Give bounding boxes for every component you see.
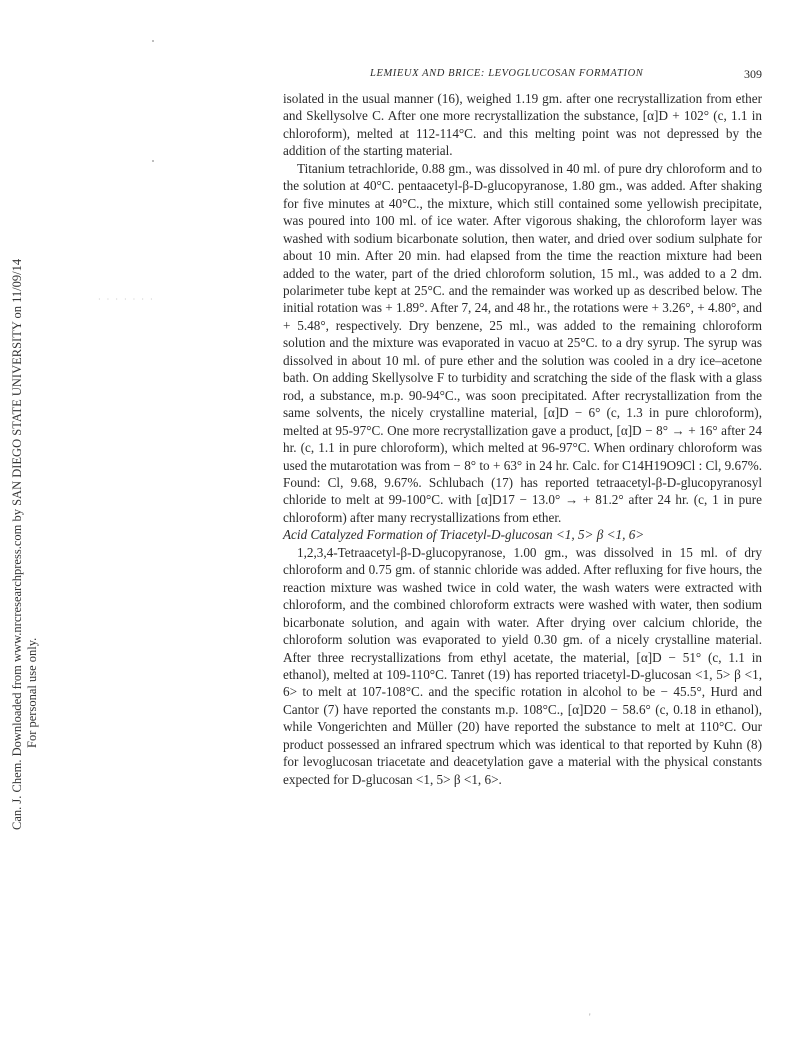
scan-dots: · · · · · · ·: [98, 295, 155, 304]
paragraph-1: isolated in the usual manner (16), weighed 1.19 gm. after one recrystallization from ether and Skellysolve C. After one more recrystallization the substance, [α]D + 102° (c, 1.1 in chloroform), melted at 112-114°C. and this melting point was not depressed by the addition of the starting material.: [283, 91, 762, 159]
page-number: 309: [744, 67, 762, 81]
page-header: [282, 64, 762, 84]
running-head: LEMIEUX AND BRICE: LEVOGLUCOSAN FORMATION: [370, 68, 644, 79]
paragraph-3: 1,2,3,4-Tetraacetyl-β-D-glucopyranose, 1.00 gm., was dissolved in 15 ml. of dry chloroform and 0.75 gm. of stannic chloride was added. After refluxing for five hours, the reaction mixture was washed twice in cold water, the wash waters were extracted with chloroform, and the combined chloroform extracts were washed with water, then sodium bicarbonate solution, and again with water. After drying over calcium chloride, the chloroform solution was evaporated to yield 0.30 gm. of a nicely crystalline material. After three recrystallizations from ethyl acetate, the material, [α]D − 51° (c, 1.1 in ethanol), melted at 109-110°C. Tanret (19) has reported triacetyl-D-glucosan <1, 5> β <1, 6> to melt at 107-108°C. and the specific rotation in alcohol to be − 45.5°, Hurd and Cantor (7) have reported the constants m.p. 108°C., [α]D20 − 58.6° (c, 0.18 in ethanol), while Vongerichten and Müller (20) have reported the substance to melt at 110°C. Our product possessed an infrared spectrum which was identical to that reported by Kuhn (8) for levoglucosan triacetate and deacetylation gave a material with the physical constants expected for D-glucosan <1, 5> β <1, 6>.: [283, 544, 762, 787]
paragraph-2: Titanium tetrachloride, 0.88 gm., was dissolved in 40 ml. of pure dry chloroform and to the solution at 40°C. pentaacetyl-β-D-glucopyranose, 1.80 gm., was added. After shaking for five minutes at 40°C., the mixture, which still contained some yellowish precipitate, was poured into 100 ml. of ice water. After vigorous shaking, the chloroform layer was washed with sodium bicarbonate solution, then water, and dried over sodium sulphate for about 10 min. After 20 min. had elapsed from the time the reaction mixture had been added to the water, part of the dried chloroform solution, 15 ml., was added to a 2 dm. polarimeter tube kept at 25°C. and the remainder was worked up as described below. The initial rotation was + 1.89°. After 7, 24, and 48 hr., the rotations were + 3.26°, + 4.80°, and + 5.48°, respectively. Dry benzene, 25 ml., was added to the remaining chloroform solution and the mixture was evaporated in vacuo at 25°C. to a dry syrup. The syrup was dissolved in about 10 ml. of pure ether and the solution was cooled in a dry ice–acetone bath. On adding Skellysolve F to turbidity and scratching the side of the flask with a glass rod, a substance, m.p. 90-94°C., was soon precipitated. After recrystallization from the same solvents, the nicely crystalline material, [α]D − 6° (c, 1.3 in pure chloroform), melted at 95-97°C. One more recrystallization gave a product, [α]D − 8° → + 16° after 24 hr. (c, 1.1 in pure chloroform), which melted at 96-97°C. When ordinary chloroform was used the mutarotation was from − 8° to + 63° in 24 hr. Calc. for C14H19O9Cl : Cl, 9.67%. Found: Cl, 9.68, 9.67%. Schlubach (17) has reported tetraacetyl-β-D-glucopyranosyl chloride to melt at 99-100°C. with [α]D17 − 13.0° → + 81.2° after 24 hr. (c, 1 in pure chloroform) after many recrystallizations from ether.: [283, 160, 762, 525]
watermark-line-2: For personal use only.: [25, 637, 39, 748]
scan-speck: [152, 160, 154, 162]
watermark-line-1: Can. J. Chem. Downloaded from www.nrcresearchpress.com by SAN DIEGO STATE UNIVERSITY on 11/09/14: [10, 258, 24, 830]
section-heading: Acid Catalyzed Formation of Triacetyl-D-glucosan <1, 5> β <1, 6>: [283, 527, 645, 543]
article-body: [283, 90, 762, 788]
scan-speck: [152, 40, 154, 42]
download-watermark: [10, 170, 40, 830]
footer-mark: ': [589, 1012, 591, 1022]
